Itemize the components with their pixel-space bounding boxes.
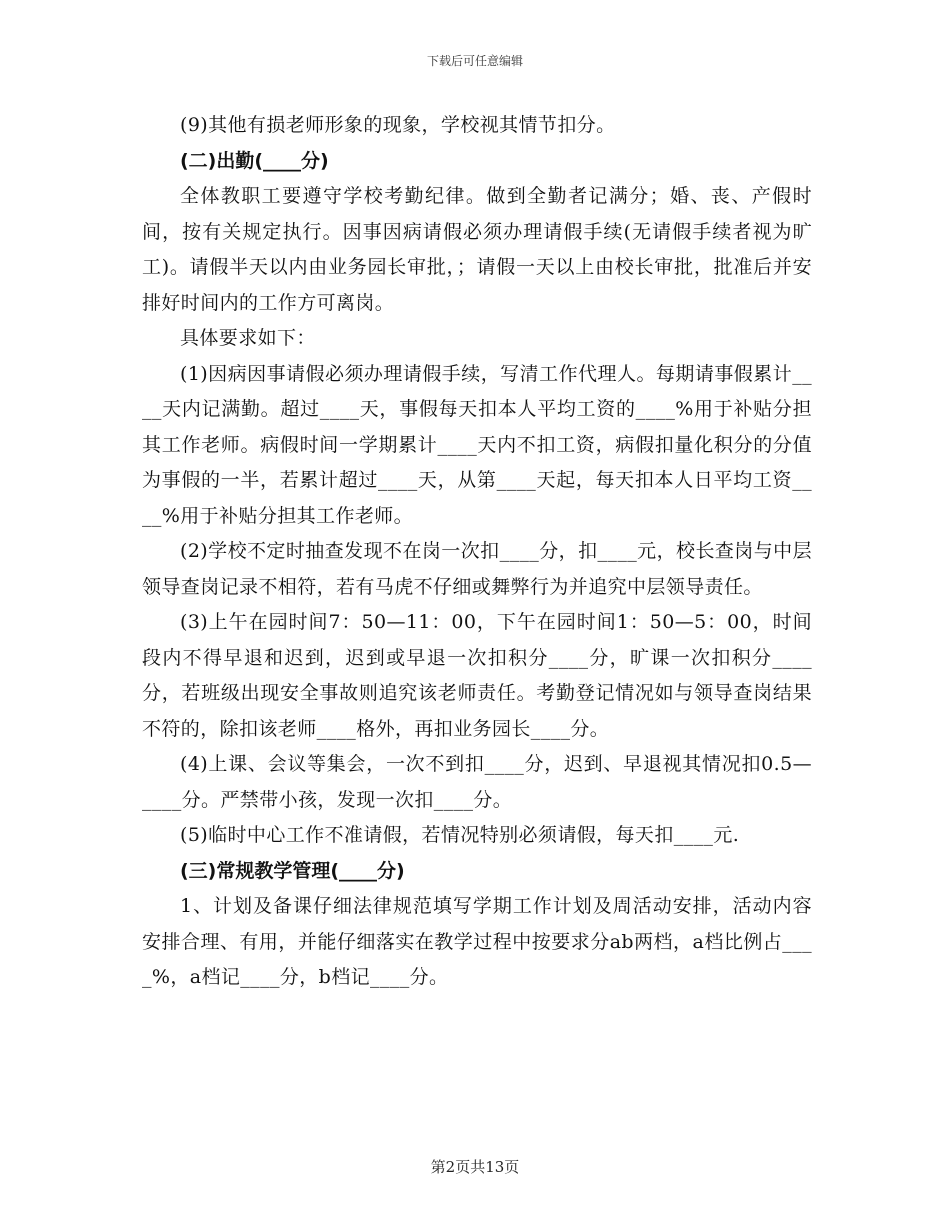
item-1-paragraph: (1)因病因事请假必须办理请假手续，写清工作代理人。每期请事假累计____天内记满勤。超过____天，事假每天扣本人平均工资的____%用于补贴分担其工作老师。病假时间一学期累计____天内不扣工资，病假扣量化积分的分值为事假的一半，若累计超过____天，从第____天起，每天扣本人日平均工资____%用于补贴分担其工作老师。 xyxy=(142,362,812,527)
attendance-intro-paragraph: 全体教职工要遵守学校考勤纪律。做到全勤者记满分；婚、丧、产假时间，按有关规定执行。因事因病请假必须办理请假手续(无请假手续者视为旷工)。请假半天以内由业务园长审批，；请假一天以上由校长审批，批准后并安排好时间内的工作方可离岗。 xyxy=(142,185,812,314)
page-footer: 第2页共13页 xyxy=(430,1158,520,1176)
requirements-intro: 具体要求如下： xyxy=(180,327,316,349)
teaching-item-1-paragraph: 1、计划及备课仔细法律规范填写学期工作计划及周活动安排，活动内容安排合理、有用，并能仔细落实在教学过程中按要求分ab两档，a档比例占____%，a档记____分，b档记____分。 xyxy=(142,895,812,988)
item-2-paragraph: (2)学校不定时抽查发现不在岗一次扣____分，扣____元，校长查岗与中层领导查岗记录不相符，若有马虎不仔细或舞弊行为并追究中层领导责任。 xyxy=(142,540,812,598)
item-9-paragraph: (9)其他有损老师形象的现象，学校视其情节扣分。 xyxy=(180,114,616,136)
page-header: 下载后可任意编辑 xyxy=(426,54,523,68)
item-5-paragraph: (5)临时中心工作不准请假，若情况特别必须请假，每天扣____元. xyxy=(180,824,740,846)
section-attendance-heading: (二)出勤(____分) xyxy=(180,149,329,172)
section-teaching-heading: (三)常规教学管理(____分) xyxy=(180,859,405,882)
document-body xyxy=(142,108,812,996)
item-3-paragraph: (3)上午在园时间7：50—11：00，下午在园时间1：50—5：00，时间段内不得早退和迟到，迟到或早退一次扣积分____分，旷课一次扣积分____分，若班级出现安全事故则追究该老师责任。考勤登记情况如与领导查岗结果不符的，除扣该老师____格外，再扣业务园长____分。 xyxy=(142,611,812,740)
item-4-paragraph: (4)上课、会议等集会，一次不到扣____分，迟到、早退视其情况扣0.5—____分。严禁带小孩，发现一次扣____分。 xyxy=(142,753,812,811)
